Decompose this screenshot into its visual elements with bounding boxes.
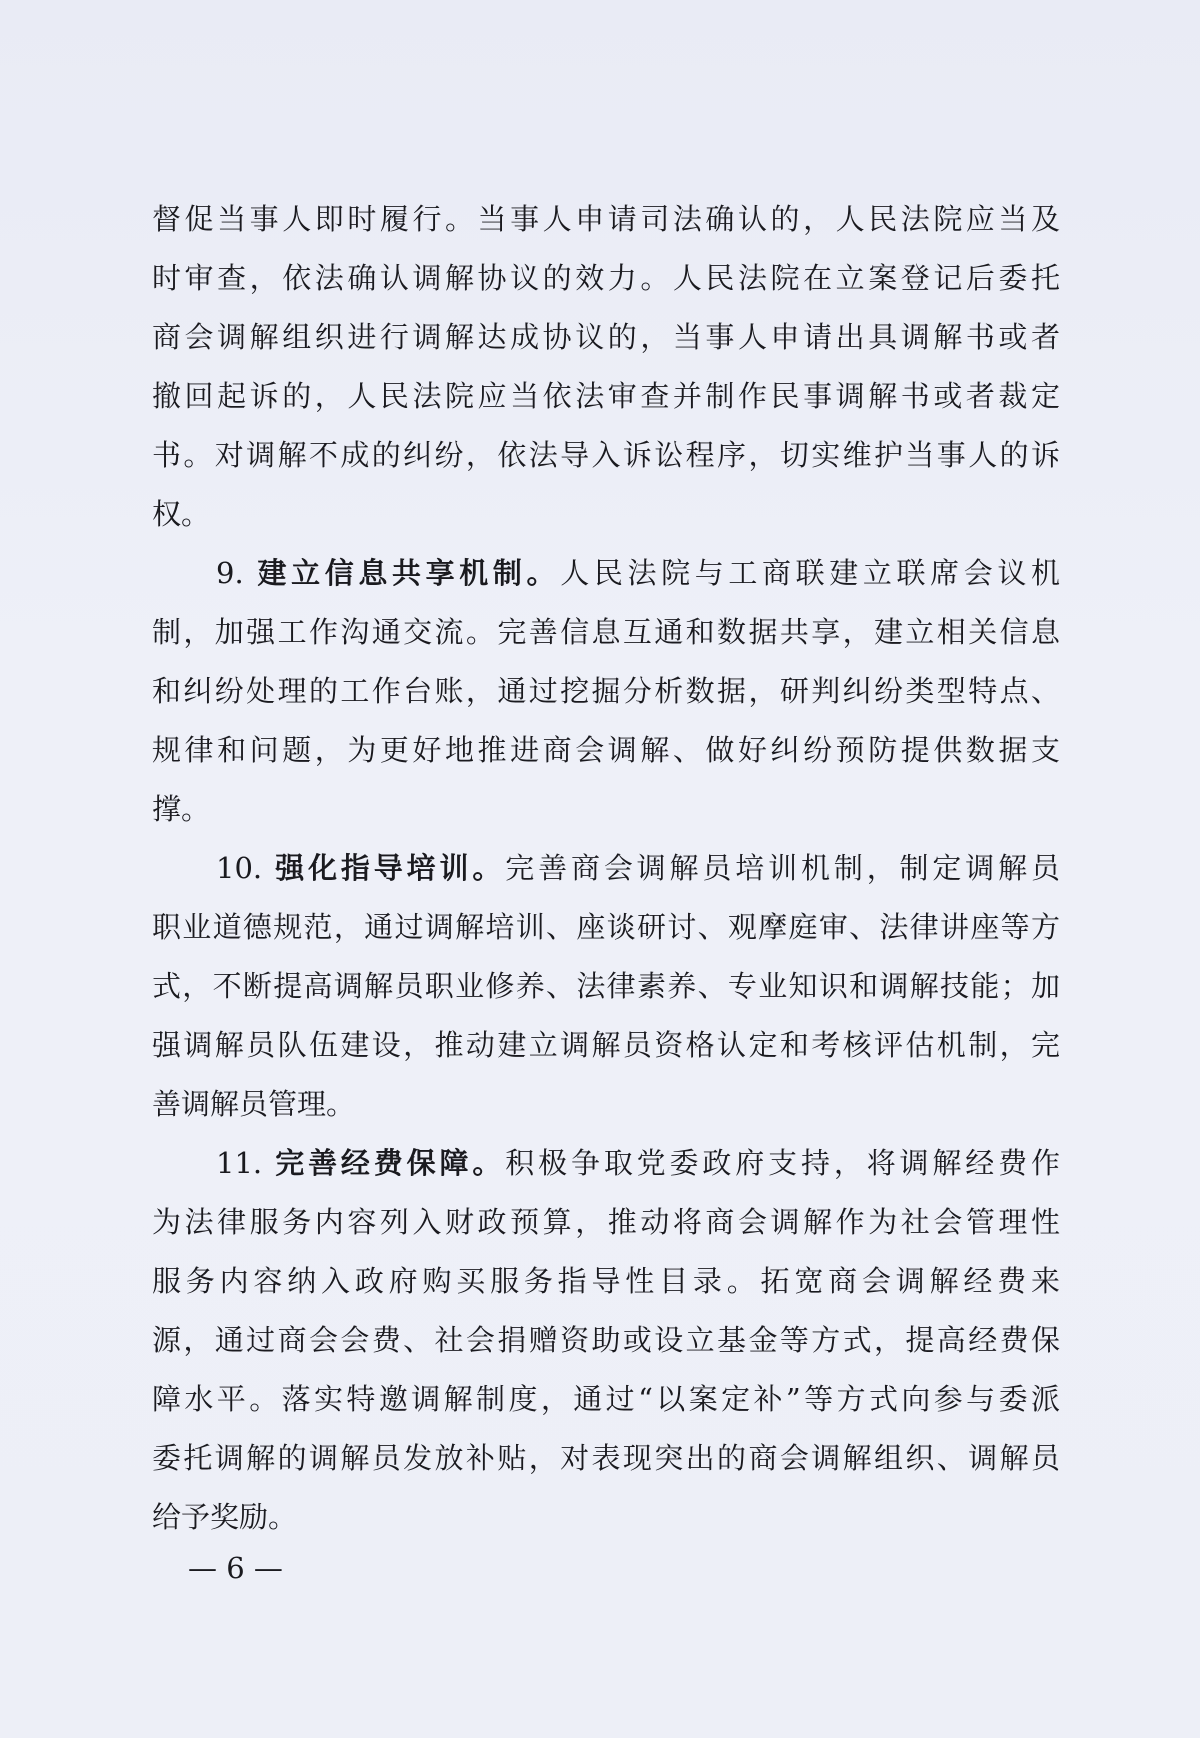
body-line: 书。对调解不成的纠纷，依法导入诉讼程序，切实维护当事人的诉 <box>152 438 1060 472</box>
section-11-first-line <box>152 1134 1060 1193</box>
body-line: 撤回起诉的，人民法院应当依法审查并制作民事调解书或者裁定 <box>152 379 1060 413</box>
section-line: 规律和问题，为更好地推进商会调解、做好纠纷预防提供数据支 <box>152 733 1060 767</box>
body-line: 时审查，依法确认调解协议的效力。人民法院在立案登记后委托 <box>152 261 1060 295</box>
section-line: 式，不断提高调解员职业修养、法律素养、专业知识和调解技能；加 <box>152 969 1060 1003</box>
section-line: 委托调解的调解员发放补贴，对表现突出的商会调解组织、调解员 <box>152 1441 1060 1475</box>
section-line: 职业道德规范，通过调解培训、座谈研讨、观摩庭审、法律讲座等方 <box>152 910 1060 944</box>
section-number: 10. <box>216 851 263 885</box>
section-number: 11. <box>216 1146 263 1180</box>
document-body <box>152 190 1060 1547</box>
section-line: 给予奖励。 <box>152 1500 298 1534</box>
section-line: 源，通过商会会费、社会捐赠资助或设立基金等方式，提高经费保 <box>152 1323 1060 1357</box>
section-line: 强调解员队伍建设，推动建立调解员资格认定和考核评估机制，完 <box>152 1028 1060 1062</box>
section-heading: 强化指导培训。 <box>275 851 506 885</box>
section-line: 障水平。落实特邀调解制度，通过“以案定补”等方式向参与委派 <box>152 1382 1060 1416</box>
section-line: 和纠纷处理的工作台账，通过挖掘分析数据，研判纠纷类型特点、 <box>152 674 1060 708</box>
section-number: 9. <box>216 556 244 590</box>
section-text: 积极争取党委政府支持，将调解经费作 <box>505 1146 1060 1180</box>
section-line: 服务内容纳入政府购买服务指导性目录。拓宽商会调解经费来 <box>152 1264 1060 1298</box>
body-line: 督促当事人即时履行。当事人申请司法确认的，人民法院应当及 <box>152 202 1060 236</box>
section-text: 完善商会调解员培训机制，制定调解员 <box>505 851 1060 885</box>
body-line: 权。 <box>152 497 211 531</box>
body-line: 商会调解组织进行调解达成协议的，当事人申请出具调解书或者 <box>152 320 1060 354</box>
section-text: 人民法院与工商联建立联席会议机 <box>560 556 1060 590</box>
section-line: 制，加强工作沟通交流。完善信息互通和数据共享，建立相关信息 <box>152 615 1060 649</box>
section-heading: 完善经费保障。 <box>275 1146 506 1180</box>
section-line: 善调解员管理。 <box>152 1087 356 1121</box>
section-9-first-line <box>152 544 1060 603</box>
section-line: 撑。 <box>152 792 211 826</box>
page-number: — 6 — <box>188 1551 283 1585</box>
section-heading: 建立信息共享机制。 <box>257 556 561 590</box>
section-line: 为法律服务内容列入财政预算，推动将商会调解作为社会管理性 <box>152 1205 1060 1239</box>
section-10-first-line <box>152 839 1060 898</box>
